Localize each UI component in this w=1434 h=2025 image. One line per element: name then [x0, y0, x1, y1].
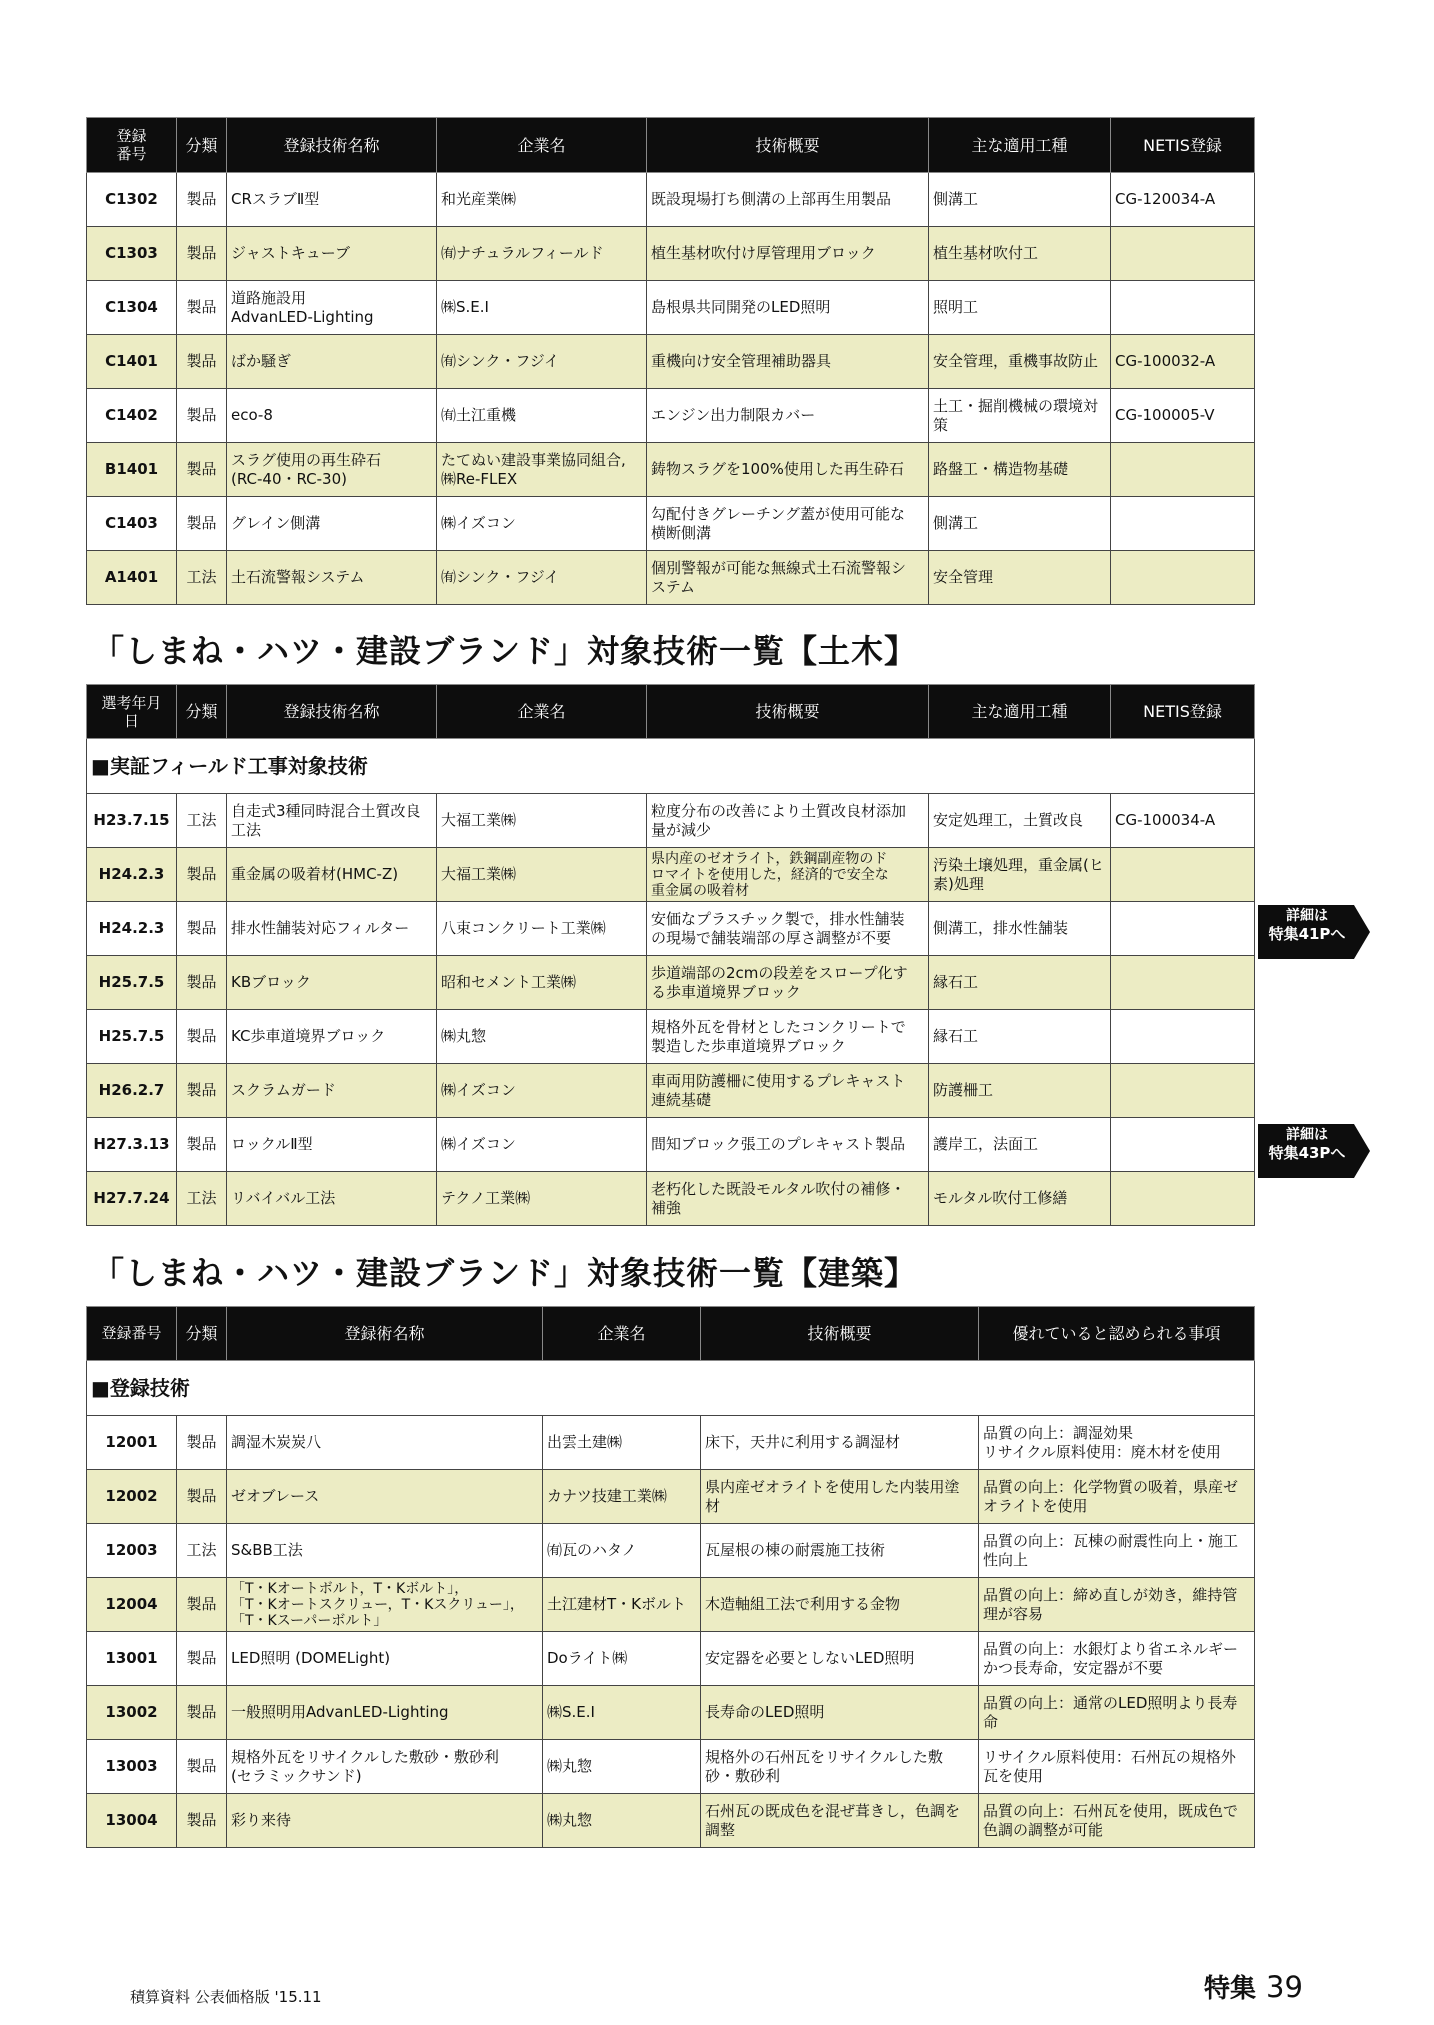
category-cell: 製品	[177, 1010, 227, 1064]
merits-cell: 品質の向上：調湿効果 リサイクル原料使用：廃木材を使用	[979, 1416, 1255, 1470]
table-row	[87, 1010, 1255, 1064]
header-category: 分類	[177, 1307, 227, 1361]
tech-name-cell: 一般照明用AdvanLED-Lighting	[227, 1686, 543, 1740]
tech-name-cell: KBブロック	[227, 956, 437, 1010]
reg-number-cell: 12001	[87, 1416, 177, 1470]
feature-label: 特集	[1204, 1974, 1257, 2004]
company-cell: 八束コンクリート工業㈱	[437, 902, 647, 956]
summary-cell: 安定器を必要としないLED照明	[701, 1632, 979, 1686]
category-cell: 製品	[177, 902, 227, 956]
table-row	[87, 1470, 1255, 1524]
page-footer	[1204, 1968, 1303, 2005]
section-row	[87, 1361, 1255, 1416]
reg-number-cell: 12004	[87, 1578, 177, 1632]
company-cell: 昭和セメント工業㈱	[437, 956, 647, 1010]
netis-cell	[1111, 227, 1255, 281]
company-cell: ㈲シンク・フジイ	[437, 551, 647, 605]
company-cell: ㈲ナチュラルフィールド	[437, 227, 647, 281]
header-reg-number: 登録番号	[87, 1307, 177, 1361]
company-cell: ㈱イズコン	[437, 497, 647, 551]
work-type-cell: 縁石工	[929, 956, 1111, 1010]
header-summary: 技術概要	[647, 118, 929, 173]
tech-name-cell: ゼオブレース	[227, 1470, 543, 1524]
summary-cell: 老朽化した既設モルタル吹付の補修・ 補強	[647, 1172, 929, 1226]
table-row	[87, 281, 1255, 335]
table-row	[87, 1064, 1255, 1118]
category-cell: 製品	[177, 1632, 227, 1686]
company-cell: たてぬい建設事業協同組合, ㈱Re-FLEX	[437, 443, 647, 497]
tech-name-cell: 自走式3種同時混合土質改良 工法	[227, 794, 437, 848]
date-cell: H24.2.3	[87, 902, 177, 956]
date-cell: H27.3.13	[87, 1118, 177, 1172]
summary-cell: エンジン出力制限カバー	[647, 389, 929, 443]
netis-cell	[1111, 551, 1255, 605]
category-cell: 製品	[177, 1470, 227, 1524]
table-row	[87, 1740, 1255, 1794]
work-type-cell: 縁石工	[929, 1010, 1111, 1064]
netis-cell	[1111, 1010, 1255, 1064]
company-cell: ㈲瓦のハタノ	[543, 1524, 701, 1578]
reg-number-cell: C1402	[87, 389, 177, 443]
category-cell: 製品	[177, 227, 227, 281]
table-row	[87, 1794, 1255, 1848]
company-cell: ㈲土江重機	[437, 389, 647, 443]
summary-cell: 瓦屋根の棟の耐震施工技術	[701, 1524, 979, 1578]
company-cell: ㈱S.E.I	[437, 281, 647, 335]
tag-line2: 特集43Pへ	[1268, 1144, 1346, 1162]
date-cell: H24.2.3	[87, 848, 177, 902]
header-company: 企業名	[543, 1307, 701, 1361]
date-cell: H25.7.5	[87, 956, 177, 1010]
netis-cell: CG-100032-A	[1111, 335, 1255, 389]
table-row	[87, 443, 1255, 497]
header-tech-name: 登録術名称	[227, 1307, 543, 1361]
table-row	[87, 1416, 1255, 1470]
table-header-row	[87, 1307, 1255, 1361]
section-heading-civil: 「しまね・ハツ・建設ブランド」対象技術一覧【土木】	[92, 632, 918, 670]
header-work-type: 主な適用工種	[929, 685, 1111, 739]
company-cell: ㈱イズコン	[437, 1118, 647, 1172]
date-cell: H23.7.15	[87, 794, 177, 848]
header-summary: 技術概要	[701, 1307, 979, 1361]
work-type-cell: 安定処理工，土質改良	[929, 794, 1111, 848]
header-company: 企業名	[437, 118, 647, 173]
tech-name-cell: 彩り来待	[227, 1794, 543, 1848]
company-cell: 和光産業㈱	[437, 173, 647, 227]
table-row	[87, 1118, 1255, 1172]
company-cell: Doライト㈱	[543, 1632, 701, 1686]
reg-number-cell: C1303	[87, 227, 177, 281]
summary-cell: 間知ブロック張工のプレキャスト製品	[647, 1118, 929, 1172]
merits-cell: 品質の向上：石州瓦を使用，既成色で 色調の調整が可能	[979, 1794, 1255, 1848]
table-row	[87, 956, 1255, 1010]
header-netis: NETIS登録	[1111, 685, 1255, 739]
merits-cell: 品質の向上：水銀灯より省エネルギー かつ長寿命，安定器が不要	[979, 1632, 1255, 1686]
table-row	[87, 1632, 1255, 1686]
detail-tag-43p[interactable]	[1258, 1124, 1370, 1178]
summary-cell: 木造軸組工法で利用する金物	[701, 1578, 979, 1632]
table-body	[87, 1361, 1255, 1848]
header-work-type: 主な適用工種	[929, 118, 1111, 173]
reg-number-cell: B1401	[87, 443, 177, 497]
header-category: 分類	[177, 685, 227, 739]
tech-name-cell: CRスラブⅡ型	[227, 173, 437, 227]
header-selection-date: 選考年月 日	[87, 685, 177, 739]
tech-name-cell: KC歩車道境界ブロック	[227, 1010, 437, 1064]
reg-number-cell: C1403	[87, 497, 177, 551]
netis-cell: CG-100005-V	[1111, 389, 1255, 443]
category-cell: 製品	[177, 1740, 227, 1794]
work-type-cell: 側溝工	[929, 497, 1111, 551]
category-cell: 製品	[177, 497, 227, 551]
work-type-cell: 土工・掘削機械の環境対策	[929, 389, 1111, 443]
tech-name-cell: グレイン側溝	[227, 497, 437, 551]
summary-cell: 既設現場打ち側溝の上部再生用製品	[647, 173, 929, 227]
summary-cell: 植生基材吹付け厚管理用ブロック	[647, 227, 929, 281]
netis-cell	[1111, 902, 1255, 956]
tech-name-cell: 排水性舗装対応フィルター	[227, 902, 437, 956]
reg-number-cell: C1401	[87, 335, 177, 389]
tag-line2: 特集41Pへ	[1268, 925, 1346, 943]
section-title: ■実証フィールド工事対象技術	[87, 739, 1255, 794]
tech-name-cell: LED照明 (DOMELight)	[227, 1632, 543, 1686]
netis-cell: CG-100034-A	[1111, 794, 1255, 848]
section-heading-architecture: 「しまね・ハツ・建設ブランド」対象技術一覧【建築】	[92, 1254, 918, 1292]
category-cell: 製品	[177, 1064, 227, 1118]
company-cell: ㈱丸惣	[543, 1794, 701, 1848]
work-type-cell: 側溝工	[929, 173, 1111, 227]
work-type-cell: 照明工	[929, 281, 1111, 335]
reg-number-cell: C1304	[87, 281, 177, 335]
tech-name-cell: 重金属の吸着材(HMC-Z)	[227, 848, 437, 902]
table-row	[87, 848, 1255, 902]
netis-cell	[1111, 281, 1255, 335]
category-cell: 工法	[177, 1172, 227, 1226]
tag-line1: 詳細は	[1286, 908, 1328, 924]
table-row	[87, 389, 1255, 443]
tech-name-cell: ジャストキューブ	[227, 227, 437, 281]
summary-cell: 重機向け安全管理補助器具	[647, 335, 929, 389]
header-tech-name: 登録技術名称	[227, 685, 437, 739]
work-type-cell: 安全管理	[929, 551, 1111, 605]
header-company: 企業名	[437, 685, 647, 739]
table-body	[87, 739, 1255, 1226]
company-cell: ㈱丸惣	[543, 1740, 701, 1794]
page-number: 39	[1266, 1970, 1303, 2004]
summary-cell: 県内産のゼオライト，鉄鋼副産物のド ロマイトを使用した，経済的で安全な 重金属の吸着材	[647, 848, 929, 902]
company-cell: ㈲シンク・フジイ	[437, 335, 647, 389]
table-header-row	[87, 685, 1255, 739]
netis-cell	[1111, 1172, 1255, 1226]
work-type-cell: 護岸工，法面工	[929, 1118, 1111, 1172]
category-cell: 製品	[177, 281, 227, 335]
company-cell: ㈱S.E.I	[543, 1686, 701, 1740]
table-row	[87, 227, 1255, 281]
category-cell: 製品	[177, 335, 227, 389]
civil-brand-table	[86, 684, 1255, 1226]
reg-number-cell: 12002	[87, 1470, 177, 1524]
tech-name-cell: ばか騒ぎ	[227, 335, 437, 389]
netis-cell	[1111, 1118, 1255, 1172]
summary-cell: 県内産ゼオライトを使用した内装用塗 材	[701, 1470, 979, 1524]
tech-name-cell: スラグ使用の再生砕石 (RC-40・RC-30)	[227, 443, 437, 497]
work-type-cell: 汚染土壌処理，重金属(ヒ 素)処理	[929, 848, 1111, 902]
date-cell: H27.7.24	[87, 1172, 177, 1226]
table-row	[87, 1686, 1255, 1740]
merits-cell: 品質の向上：瓦棟の耐震性向上・施工 性向上	[979, 1524, 1255, 1578]
header-summary: 技術概要	[647, 685, 929, 739]
summary-cell: 島根県共同開発のLED照明	[647, 281, 929, 335]
summary-cell: 粒度分布の改善により土質改良材添加 量が減少	[647, 794, 929, 848]
table-row	[87, 1172, 1255, 1226]
category-cell: 製品	[177, 173, 227, 227]
reg-number-cell: 13004	[87, 1794, 177, 1848]
tech-name-cell: S&BB工法	[227, 1524, 543, 1578]
architecture-brand-table	[86, 1306, 1255, 1848]
category-cell: 工法	[177, 1524, 227, 1578]
table-row	[87, 173, 1255, 227]
work-type-cell: 側溝工，排水性舗装	[929, 902, 1111, 956]
summary-cell: 長寿命のLED照明	[701, 1686, 979, 1740]
tech-name-cell: 土石流警報システム	[227, 551, 437, 605]
publication-name: 積算資料 公表価格版 '15.11	[130, 1988, 322, 2006]
section-title: ■登録技術	[87, 1361, 1255, 1416]
tech-name-cell: 調湿木炭炭八	[227, 1416, 543, 1470]
company-cell: ㈱イズコン	[437, 1064, 647, 1118]
reg-number-cell: 13003	[87, 1740, 177, 1794]
tech-name-cell: eco-8	[227, 389, 437, 443]
category-cell: 製品	[177, 848, 227, 902]
category-cell: 製品	[177, 956, 227, 1010]
merits-cell: 品質の向上：通常のLED照明より長寿 命	[979, 1686, 1255, 1740]
reg-number-cell: C1302	[87, 173, 177, 227]
tech-name-cell: ロックルⅡ型	[227, 1118, 437, 1172]
work-type-cell: モルタル吹付工修繕	[929, 1172, 1111, 1226]
company-cell: 土江建材T・Kボルト	[543, 1578, 701, 1632]
summary-cell: 規格外の石州瓦をリサイクルした敷 砂・敷砂利	[701, 1740, 979, 1794]
netis-cell	[1111, 1064, 1255, 1118]
category-cell: 製品	[177, 443, 227, 497]
header-reg-number: 登録 番号	[87, 118, 177, 173]
company-cell: 出雲土建㈱	[543, 1416, 701, 1470]
summary-cell: 安価なプラスチック製で，排水性舗装 の現場で舗装端部の厚さ調整が不要	[647, 902, 929, 956]
netis-cell	[1111, 497, 1255, 551]
header-netis: NETIS登録	[1111, 118, 1255, 173]
work-type-cell: 防護柵工	[929, 1064, 1111, 1118]
summary-cell: 石州瓦の既成色を混ぜ葺きし，色調を 調整	[701, 1794, 979, 1848]
netis-cell	[1111, 956, 1255, 1010]
table-row	[87, 1578, 1255, 1632]
date-cell: H26.2.7	[87, 1064, 177, 1118]
category-cell: 製品	[177, 1794, 227, 1848]
merits-cell: 品質の向上：締め直しが効き，維持管 理が容易	[979, 1578, 1255, 1632]
summary-cell: 床下，天井に利用する調湿材	[701, 1416, 979, 1470]
table-body	[87, 173, 1255, 605]
reg-number-cell: 13002	[87, 1686, 177, 1740]
category-cell: 製品	[177, 389, 227, 443]
category-cell: 製品	[177, 1416, 227, 1470]
table-row	[87, 794, 1255, 848]
date-cell: H25.7.5	[87, 1010, 177, 1064]
company-cell: 大福工業㈱	[437, 848, 647, 902]
summary-cell: 鋳物スラグを100%使用した再生砕石	[647, 443, 929, 497]
table-row	[87, 902, 1255, 956]
header-category: 分類	[177, 118, 227, 173]
summary-cell: 勾配付きグレーチング蓋が使用可能な 横断側溝	[647, 497, 929, 551]
work-type-cell: 路盤工・構造物基礎	[929, 443, 1111, 497]
table-row	[87, 497, 1255, 551]
reg-number-cell: 12003	[87, 1524, 177, 1578]
table-row	[87, 1524, 1255, 1578]
company-cell: 大福工業㈱	[437, 794, 647, 848]
tech-name-cell: リバイバル工法	[227, 1172, 437, 1226]
tech-name-cell: 道路施設用 AdvanLED-Lighting	[227, 281, 437, 335]
header-merits: 優れていると認められる事項	[979, 1307, 1255, 1361]
summary-cell: 車両用防護柵に使用するプレキャスト 連続基礎	[647, 1064, 929, 1118]
reg-number-cell: 13001	[87, 1632, 177, 1686]
company-cell: カナツ技建工業㈱	[543, 1470, 701, 1524]
header-tech-name: 登録技術名称	[227, 118, 437, 173]
detail-tag-41p[interactable]	[1258, 905, 1370, 959]
company-cell: ㈱丸惣	[437, 1010, 647, 1064]
merits-cell: リサイクル原料使用：石州瓦の規格外 瓦を使用	[979, 1740, 1255, 1794]
tech-name-cell: 「T・Kオートボルト，T・Kボルト」， 「T・Kオートスクリュー，T・Kスクリュー」， 「T・Kスーパーボルト」	[227, 1578, 543, 1632]
category-cell: 工法	[177, 551, 227, 605]
summary-cell: 個別警報が可能な無線式土石流警報シ ステム	[647, 551, 929, 605]
work-type-cell: 植生基材吹付工	[929, 227, 1111, 281]
registered-tech-table	[86, 117, 1255, 605]
tech-name-cell: スクラムガード	[227, 1064, 437, 1118]
netis-cell: CG-120034-A	[1111, 173, 1255, 227]
table-header-row	[87, 118, 1255, 173]
table-row	[87, 335, 1255, 389]
section-row	[87, 739, 1255, 794]
netis-cell	[1111, 848, 1255, 902]
category-cell: 製品	[177, 1118, 227, 1172]
netis-cell	[1111, 443, 1255, 497]
category-cell: 工法	[177, 794, 227, 848]
category-cell: 製品	[177, 1686, 227, 1740]
reg-number-cell: A1401	[87, 551, 177, 605]
summary-cell: 歩道端部の2cmの段差をスロープ化す る歩車道境界ブロック	[647, 956, 929, 1010]
table-row	[87, 551, 1255, 605]
category-cell: 製品	[177, 1578, 227, 1632]
work-type-cell: 安全管理，重機事故防止	[929, 335, 1111, 389]
company-cell: テクノ工業㈱	[437, 1172, 647, 1226]
tag-line1: 詳細は	[1286, 1127, 1328, 1143]
merits-cell: 品質の向上：化学物質の吸着，県産ゼ オライトを使用	[979, 1470, 1255, 1524]
tech-name-cell: 規格外瓦をリサイクルした敷砂・敷砂利 (セラミックサンド)	[227, 1740, 543, 1794]
summary-cell: 規格外瓦を骨材としたコンクリートで 製造した歩車道境界ブロック	[647, 1010, 929, 1064]
